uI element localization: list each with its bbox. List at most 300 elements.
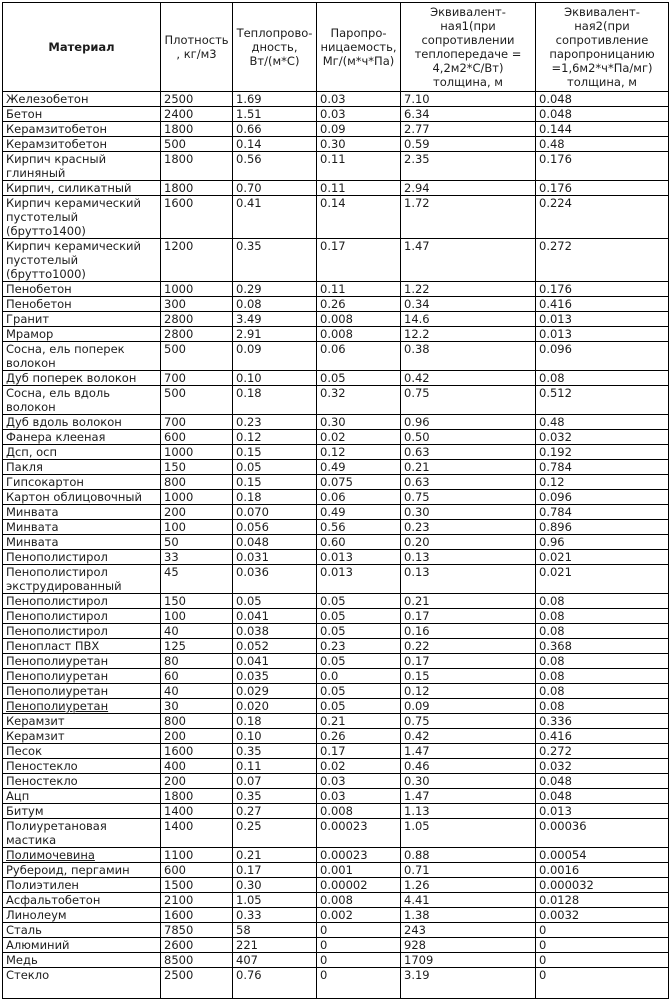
value-cell: 1000 (161, 445, 233, 460)
value-cell: 1800 (161, 152, 233, 181)
table-row (3, 968, 669, 999)
value-cell: 500 (161, 386, 233, 415)
table-row (3, 196, 669, 239)
value-cell: 300 (161, 297, 233, 312)
value-cell: 0.26 (317, 729, 401, 744)
value-cell: 0.048 (536, 107, 669, 122)
value-cell: 1.47 (401, 789, 536, 804)
value-cell: 0.30 (401, 774, 536, 789)
value-cell: 0.031 (233, 550, 317, 565)
value-cell: 80 (161, 654, 233, 669)
value-cell: 0.33 (233, 908, 317, 923)
value-cell: 0.75 (401, 490, 536, 505)
value-cell: 7850 (161, 923, 233, 938)
value-cell: 600 (161, 863, 233, 878)
material-cell: Битум (3, 804, 161, 819)
value-cell: 1.13 (401, 804, 536, 819)
value-cell: 2500 (161, 968, 233, 999)
table-row (3, 152, 669, 181)
value-cell: 0.56 (317, 520, 401, 535)
value-cell: 2.91 (233, 327, 317, 342)
table-row (3, 430, 669, 445)
value-cell: 0.02 (317, 759, 401, 774)
value-cell: 0.18 (233, 490, 317, 505)
value-cell: 0.14 (317, 196, 401, 239)
value-cell: 0.05 (317, 371, 401, 386)
table-row (3, 137, 669, 152)
table-body (3, 92, 669, 999)
value-cell: 0.35 (233, 239, 317, 282)
value-cell: 1.22 (401, 282, 536, 297)
value-cell: 0.02 (317, 430, 401, 445)
value-cell: 928 (401, 938, 536, 953)
value-cell: 0.000032 (536, 878, 669, 893)
material-cell: Керамзитобетон (3, 137, 161, 152)
value-cell: 200 (161, 729, 233, 744)
value-cell: 0.27 (233, 804, 317, 819)
material-cell: Гранит (3, 312, 161, 327)
value-cell: 0.96 (536, 535, 669, 550)
value-cell: 60 (161, 669, 233, 684)
value-cell: 100 (161, 520, 233, 535)
value-cell: 0 (317, 953, 401, 968)
material-cell: Сосна, ель вдоль волокон (3, 386, 161, 415)
value-cell: 0 (536, 953, 669, 968)
table-row (3, 699, 669, 714)
value-cell: 1100 (161, 848, 233, 863)
table-row (3, 415, 669, 430)
material-cell: Керамзит (3, 714, 161, 729)
value-cell: 0.23 (401, 520, 536, 535)
value-cell: 0.013 (536, 327, 669, 342)
value-cell: 0.06 (317, 490, 401, 505)
value-cell: 0 (536, 938, 669, 953)
value-cell: 4.41 (401, 893, 536, 908)
table-row (3, 938, 669, 953)
table-row (3, 505, 669, 520)
value-cell: 1800 (161, 181, 233, 196)
value-cell: 0.0016 (536, 863, 669, 878)
value-cell: 0.08 (536, 684, 669, 699)
value-cell: 0 (317, 923, 401, 938)
value-cell: 0.05 (317, 684, 401, 699)
value-cell: 0.192 (536, 445, 669, 460)
value-cell: 150 (161, 594, 233, 609)
value-cell: 0.09 (317, 122, 401, 137)
table-row (3, 122, 669, 137)
value-cell: 0.013 (536, 312, 669, 327)
value-cell: 0.46 (401, 759, 536, 774)
value-cell: 0.48 (536, 137, 669, 152)
value-cell: 0.30 (233, 878, 317, 893)
material-cell: Керамзит (3, 729, 161, 744)
material-cell: Рубероид, пергамин (3, 863, 161, 878)
value-cell: 243 (401, 923, 536, 938)
value-cell: 2800 (161, 312, 233, 327)
value-cell: 1600 (161, 196, 233, 239)
value-cell: 1709 (401, 953, 536, 968)
value-cell: 0.06 (317, 342, 401, 371)
material-cell: Керамзитобетон (3, 122, 161, 137)
value-cell: 0.03 (317, 92, 401, 107)
value-cell: 0.03 (317, 774, 401, 789)
value-cell: 0.416 (536, 729, 669, 744)
table-row (3, 445, 669, 460)
value-cell: 0.05 (317, 609, 401, 624)
material-cell: Кирпич красный глиняный (3, 152, 161, 181)
value-cell: 0.48 (536, 415, 669, 430)
value-cell: 58 (233, 923, 317, 938)
table-row (3, 107, 669, 122)
value-cell: 1600 (161, 908, 233, 923)
value-cell: 0.272 (536, 744, 669, 759)
value-cell: 50 (161, 535, 233, 550)
table-row (3, 282, 669, 297)
table-row (3, 386, 669, 415)
value-cell: 200 (161, 505, 233, 520)
material-cell: Пенобетон (3, 282, 161, 297)
value-cell: 3.19 (401, 968, 536, 999)
value-cell: 33 (161, 550, 233, 565)
material-cell: Песок (3, 744, 161, 759)
value-cell: 1.47 (401, 239, 536, 282)
material-cell: Минвата (3, 520, 161, 535)
value-cell: 40 (161, 624, 233, 639)
value-cell: 1400 (161, 804, 233, 819)
material-cell: Стекло (3, 968, 161, 999)
table-row (3, 535, 669, 550)
value-cell: 0.075 (317, 475, 401, 490)
value-cell: 0.75 (401, 714, 536, 729)
value-cell: 0.021 (536, 565, 669, 594)
material-cell[interactable]: Полимочевина (3, 848, 161, 863)
table-row (3, 863, 669, 878)
value-cell: 1200 (161, 239, 233, 282)
value-cell: 700 (161, 415, 233, 430)
value-cell: 0.23 (233, 415, 317, 430)
value-cell: 2.35 (401, 152, 536, 181)
table-row (3, 342, 669, 371)
value-cell: 0.035 (233, 669, 317, 684)
table-row (3, 550, 669, 565)
value-cell: 0.416 (536, 297, 669, 312)
value-cell: 0.21 (233, 848, 317, 863)
value-cell: 221 (233, 938, 317, 953)
table-row (3, 475, 669, 490)
value-cell: 8500 (161, 953, 233, 968)
value-cell: 2.94 (401, 181, 536, 196)
value-cell: 1800 (161, 789, 233, 804)
value-cell: 800 (161, 475, 233, 490)
value-cell: 0.070 (233, 505, 317, 520)
table-row (3, 923, 669, 938)
table-row (3, 371, 669, 386)
value-cell: 2100 (161, 893, 233, 908)
value-cell: 0.021 (536, 550, 669, 565)
value-cell: 0.71 (401, 863, 536, 878)
value-cell: 0 (536, 968, 669, 999)
value-cell: 6.34 (401, 107, 536, 122)
value-cell: 1.69 (233, 92, 317, 107)
value-cell: 0.32 (317, 386, 401, 415)
value-cell: 0.63 (401, 475, 536, 490)
value-cell: 0.03 (317, 107, 401, 122)
value-cell: 2.77 (401, 122, 536, 137)
value-cell: 0.032 (536, 430, 669, 445)
value-cell: 0.008 (317, 327, 401, 342)
value-cell: 125 (161, 639, 233, 654)
value-cell: 1.26 (401, 878, 536, 893)
material-cell: Бетон (3, 107, 161, 122)
value-cell: 0.12 (536, 475, 669, 490)
value-cell: 0.13 (401, 550, 536, 565)
material-cell: Полиуретановая мастика (3, 819, 161, 848)
material-cell: Пенобетон (3, 297, 161, 312)
value-cell: 0.18 (233, 386, 317, 415)
value-cell: 40 (161, 684, 233, 699)
material-cell: Пенополистирол (3, 550, 161, 565)
table-row (3, 297, 669, 312)
value-cell: 1.05 (401, 819, 536, 848)
value-cell: 0.05 (317, 654, 401, 669)
table-row (3, 893, 669, 908)
value-cell: 500 (161, 137, 233, 152)
material-cell: Сталь (3, 923, 161, 938)
value-cell: 0.03 (317, 789, 401, 804)
value-cell: 0.17 (401, 654, 536, 669)
value-cell: 0.05 (317, 699, 401, 714)
table-row (3, 953, 669, 968)
material-cell: Дсп, осп (3, 445, 161, 460)
value-cell: 0.17 (317, 239, 401, 282)
value-cell: 0.008 (317, 312, 401, 327)
value-cell: 0 (536, 923, 669, 938)
value-cell: 14.6 (401, 312, 536, 327)
value-cell: 0.42 (401, 371, 536, 386)
table-row (3, 714, 669, 729)
table-row (3, 908, 669, 923)
value-cell: 1800 (161, 122, 233, 137)
value-cell: 0.00023 (317, 848, 401, 863)
value-cell: 0.34 (401, 297, 536, 312)
value-cell: 150 (161, 460, 233, 475)
value-cell: 0.25 (233, 819, 317, 848)
material-cell: Фанера клееная (3, 430, 161, 445)
value-cell: 0.512 (536, 386, 669, 415)
value-cell: 0.08 (536, 669, 669, 684)
material-cell: Кирпич керамический пустотелый (брутто1000) (3, 239, 161, 282)
material-cell: Дуб вдоль волокон (3, 415, 161, 430)
value-cell: 200 (161, 774, 233, 789)
value-cell: 0.66 (233, 122, 317, 137)
material-cell: Пенополистирол (3, 594, 161, 609)
table-row (3, 654, 669, 669)
value-cell: 0.013 (317, 550, 401, 565)
value-cell: 0.05 (233, 460, 317, 475)
value-cell: 0.16 (401, 624, 536, 639)
value-cell: 0.59 (401, 137, 536, 152)
material-cell: Пеностекло (3, 774, 161, 789)
value-cell: 0.15 (233, 445, 317, 460)
table-row (3, 565, 669, 594)
value-cell: 0.224 (536, 196, 669, 239)
value-cell: 0.26 (317, 297, 401, 312)
value-cell: 0.032 (536, 759, 669, 774)
value-cell: 0.09 (401, 699, 536, 714)
value-cell: 0.00002 (317, 878, 401, 893)
value-cell: 0.036 (233, 565, 317, 594)
value-cell: 0.08 (536, 699, 669, 714)
value-cell: 407 (233, 953, 317, 968)
value-cell: 0.63 (401, 445, 536, 460)
value-cell: 0.176 (536, 282, 669, 297)
material-cell: Кирпич, силикатный (3, 181, 161, 196)
value-cell: 0.38 (401, 342, 536, 371)
material-cell: Мрамор (3, 327, 161, 342)
table-row (3, 669, 669, 684)
value-cell: 0.22 (401, 639, 536, 654)
value-cell: 0.15 (233, 475, 317, 490)
table-row (3, 639, 669, 654)
material-cell: Гипсокартон (3, 475, 161, 490)
material-cell: Пенополистирол экструдированный (3, 565, 161, 594)
value-cell: 0.784 (536, 505, 669, 520)
table-row (3, 520, 669, 535)
header-equivalent1-thickness: Эквивалент- ная1(при сопротивлении теплопередаче = 4,2м2*С/Вт) толщина, м (401, 3, 536, 92)
value-cell: 0.21 (401, 460, 536, 475)
value-cell: 0.10 (233, 729, 317, 744)
material-cell: Пенополистирол (3, 624, 161, 639)
value-cell: 0.08 (536, 624, 669, 639)
material-cell: Алюминий (3, 938, 161, 953)
value-cell: 0.35 (233, 744, 317, 759)
material-cell: Асфальтобетон (3, 893, 161, 908)
table-row (3, 804, 669, 819)
value-cell: 400 (161, 759, 233, 774)
value-cell: 0.784 (536, 460, 669, 475)
value-cell: 0.896 (536, 520, 669, 535)
value-cell: 0.00054 (536, 848, 669, 863)
value-cell: 0.013 (536, 804, 669, 819)
value-cell: 0.05 (233, 594, 317, 609)
table-row (3, 819, 669, 848)
value-cell: 0.11 (317, 152, 401, 181)
material-cell: Минвата (3, 505, 161, 520)
value-cell: 0.88 (401, 848, 536, 863)
material-cell: Пенополистирол (3, 609, 161, 624)
material-cell: Пенополиуретан (3, 669, 161, 684)
value-cell: 0.12 (233, 430, 317, 445)
value-cell: 0.76 (233, 968, 317, 999)
material-cell: Пенопласт ПВХ (3, 639, 161, 654)
value-cell: 0.001 (317, 863, 401, 878)
value-cell: 0.00036 (536, 819, 669, 848)
value-cell: 0.20 (401, 535, 536, 550)
table-row (3, 759, 669, 774)
value-cell: 0.56 (233, 152, 317, 181)
table-row (3, 729, 669, 744)
value-cell: 1.51 (233, 107, 317, 122)
value-cell: 0.038 (233, 624, 317, 639)
value-cell: 0 (317, 938, 401, 953)
value-cell: 600 (161, 430, 233, 445)
header-conductivity: Теплопрово- дность, Вт/(м*С) (233, 3, 317, 92)
table-row (3, 490, 669, 505)
value-cell: 0.42 (401, 729, 536, 744)
value-cell: 0.50 (401, 430, 536, 445)
value-cell: 0.07 (233, 774, 317, 789)
value-cell: 0.29 (233, 282, 317, 297)
value-cell: 0.096 (536, 342, 669, 371)
value-cell: 0.75 (401, 386, 536, 415)
value-cell: 0.17 (401, 609, 536, 624)
value-cell: 1500 (161, 878, 233, 893)
value-cell: 30 (161, 699, 233, 714)
value-cell: 0.21 (317, 714, 401, 729)
value-cell: 12.2 (401, 327, 536, 342)
value-cell: 0.048 (233, 535, 317, 550)
header-density: Плотность, кг/м3 (161, 3, 233, 92)
value-cell: 1.47 (401, 744, 536, 759)
material-cell: Сосна, ель поперек волокон (3, 342, 161, 371)
value-cell: 0.056 (233, 520, 317, 535)
table-row (3, 181, 669, 196)
value-cell: 0.020 (233, 699, 317, 714)
value-cell: 1600 (161, 744, 233, 759)
material-cell: Дуб поперек волокон (3, 371, 161, 386)
value-cell: 2800 (161, 327, 233, 342)
value-cell: 0.052 (233, 639, 317, 654)
material-cell: Линолеум (3, 908, 161, 923)
material-cell: Пакля (3, 460, 161, 475)
header-row (3, 3, 669, 92)
value-cell: 0.002 (317, 908, 401, 923)
table-row (3, 878, 669, 893)
value-cell: 2400 (161, 107, 233, 122)
value-cell: 0.11 (317, 181, 401, 196)
value-cell: 0.336 (536, 714, 669, 729)
value-cell: 0.60 (317, 535, 401, 550)
table-header (3, 3, 669, 92)
value-cell: 0.08 (536, 654, 669, 669)
value-cell: 0.35 (233, 789, 317, 804)
value-cell: 0.10 (233, 371, 317, 386)
value-cell: 0.09 (233, 342, 317, 371)
table-row (3, 744, 669, 759)
material-cell: Ацп (3, 789, 161, 804)
value-cell: 2500 (161, 92, 233, 107)
value-cell: 0.008 (317, 804, 401, 819)
material-cell: Полиэтилен (3, 878, 161, 893)
value-cell: 0.08 (233, 297, 317, 312)
material-cell[interactable]: Пенополиуретан (3, 699, 161, 714)
value-cell: 3.49 (233, 312, 317, 327)
material-cell: Пенополиуретан (3, 654, 161, 669)
value-cell: 0.0128 (536, 893, 669, 908)
table-row (3, 312, 669, 327)
material-cell: Железобетон (3, 92, 161, 107)
value-cell: 0.15 (401, 669, 536, 684)
material-cell: Пеностекло (3, 759, 161, 774)
value-cell: 0.17 (317, 744, 401, 759)
value-cell: 0.14 (233, 137, 317, 152)
material-cell: Минвата (3, 535, 161, 550)
value-cell: 1.72 (401, 196, 536, 239)
value-cell: 0.041 (233, 609, 317, 624)
value-cell: 0.11 (233, 759, 317, 774)
value-cell: 0.368 (536, 639, 669, 654)
value-cell: 0.08 (536, 371, 669, 386)
